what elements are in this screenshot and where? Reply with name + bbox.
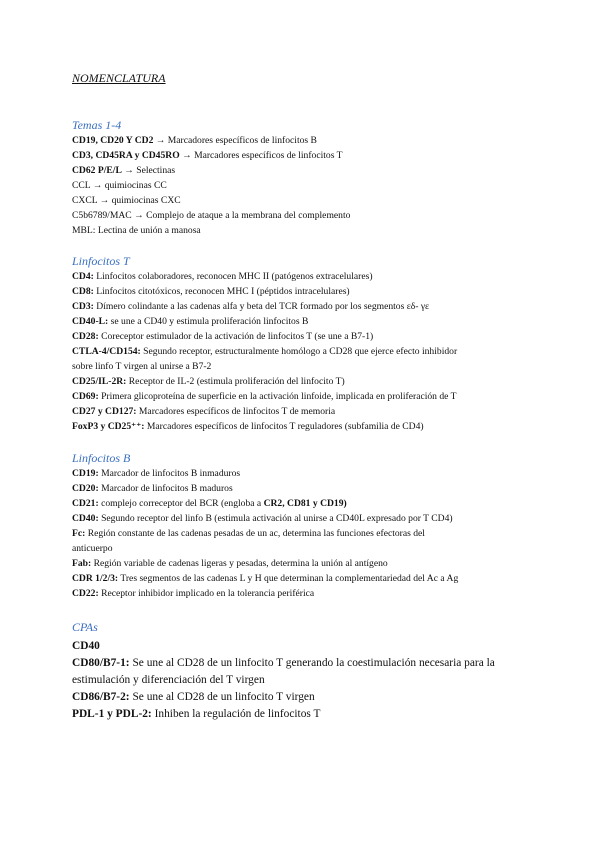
entry-description: Dímero colindante a las cadenas alfa y beta del TCR formado por los segmentos εδ- γε bbox=[96, 301, 429, 312]
entry-term: CDR 1/2/3: bbox=[72, 573, 119, 584]
entry-line bbox=[72, 638, 542, 655]
section-0 bbox=[72, 117, 542, 238]
entry-description: Segundo receptor, estructuralmente homólogo a CD28 que ejerce efecto inhibidor bbox=[143, 346, 458, 357]
document-content bbox=[72, 70, 542, 723]
entry-term: CD62 P/E/L bbox=[72, 165, 122, 176]
section-heading: CPAs bbox=[72, 620, 98, 634]
entry-description: CXCL → quimiocinas CXC bbox=[72, 195, 181, 206]
entry-term: CD19, CD20 Y CD2 bbox=[72, 135, 154, 146]
entry-description: Primera glicoproteína de superficie en la activación linfoide, implicada en proliferación de T bbox=[101, 391, 457, 402]
entry-term: CD3: bbox=[72, 301, 94, 312]
entry-description: Marcador de linfocitos B maduros bbox=[101, 483, 233, 494]
entry-line bbox=[72, 193, 542, 208]
entry-term: CTLA-4/CD154: bbox=[72, 346, 141, 357]
entry-description: estimulación y diferenciación del T virgen bbox=[72, 674, 265, 686]
entry-line bbox=[72, 526, 542, 541]
entry-line bbox=[72, 481, 542, 496]
entry-term: CD40: bbox=[72, 513, 99, 524]
entry-term: CD20: bbox=[72, 483, 99, 494]
entry-description: Marcadores específicos de linfocitos T bbox=[194, 150, 343, 161]
entry-line bbox=[72, 496, 542, 511]
entry-description: Coreceptor estimulador de la activación de linfocitos T (se une a B7-1) bbox=[101, 331, 374, 342]
entry-description: Se une al CD28 de un linfocito T virgen bbox=[132, 691, 315, 703]
entry-line bbox=[72, 586, 542, 601]
entry-term: CD3, CD45RA y CD45RO bbox=[72, 150, 180, 161]
entry-line bbox=[72, 223, 542, 238]
entry-term: CD21: bbox=[72, 498, 99, 509]
entry-description: Receptor inhibidor implicado en la tolerancia periférica bbox=[101, 588, 315, 599]
entry-description: Región variable de cadenas ligeras y pesadas, determina la unión al antígeno bbox=[93, 558, 388, 569]
entry-description: Marcadores específicos de linfocitos T de memoria bbox=[138, 406, 336, 417]
page-title: NOMENCLATURA bbox=[72, 71, 166, 85]
entry-description: Inhiben la regulación de linfocitos T bbox=[154, 708, 321, 720]
entry-term: CD25/IL-2R: bbox=[72, 376, 127, 387]
entry-separator: → bbox=[179, 150, 195, 161]
entry-separator: → bbox=[153, 135, 168, 146]
section-heading: Temas 1-4 bbox=[72, 118, 122, 132]
section-2 bbox=[72, 450, 542, 601]
entry-term: Fc: bbox=[72, 528, 86, 539]
entry-description: complejo correceptor del BCR (engloba a bbox=[101, 498, 264, 509]
entry-term: CD8: bbox=[72, 286, 94, 297]
entry-term: CD22: bbox=[72, 588, 99, 599]
sections-container bbox=[72, 117, 542, 723]
entry-description: Marcadores específicos de linfocitos B bbox=[167, 135, 317, 146]
entry-line bbox=[72, 466, 542, 481]
entry-description: Segundo receptor del linfo B (estimula activación al unirse a CD40L expresado por T CD4) bbox=[101, 513, 453, 524]
entry-line bbox=[72, 706, 542, 723]
entry-description: C5b6789/MAC → Complejo de ataque a la membrana del complemento bbox=[72, 210, 351, 221]
entry-line bbox=[72, 374, 542, 389]
entry-description: Receptor de IL-2 (estimula proliferación del linfocito T) bbox=[128, 376, 345, 387]
entry-line bbox=[72, 419, 542, 434]
entry-line bbox=[72, 329, 542, 344]
entry-line bbox=[72, 133, 542, 148]
entry-line bbox=[72, 163, 542, 178]
section-heading: Linfocitos B bbox=[72, 451, 131, 465]
entry-description: Tres segmentos de las cadenas L y H que determinan la complementariedad del Ac a Ag bbox=[120, 573, 459, 584]
entry-line bbox=[72, 689, 542, 706]
entry-line bbox=[72, 556, 542, 571]
entry-term: CD4: bbox=[72, 271, 94, 282]
entry-description: anticuerpo bbox=[72, 543, 113, 554]
entry-term: CD40 bbox=[72, 640, 100, 652]
entry-description: MBL: Lectina de unión a manosa bbox=[72, 225, 201, 236]
entry-line bbox=[72, 269, 542, 284]
entry-line bbox=[72, 672, 542, 689]
entry-description: Se une al CD28 de un linfocito T generando la coestimulación necesaria para la bbox=[132, 657, 495, 669]
entry-line bbox=[72, 541, 542, 556]
section-heading: Linfocitos T bbox=[72, 254, 130, 268]
entry-line bbox=[72, 208, 542, 223]
entry-term: CD27 y CD127: bbox=[72, 406, 137, 417]
entry-term: CD40-L: bbox=[72, 316, 109, 327]
entry-line bbox=[72, 404, 542, 419]
entry-term: CD28: bbox=[72, 331, 99, 342]
entry-description: Selectinas bbox=[136, 165, 176, 176]
entry-term: FoxP3 y CD25⁺⁺: bbox=[72, 421, 145, 432]
entry-line bbox=[72, 178, 542, 193]
entry-line bbox=[72, 299, 542, 314]
entry-description: Región constante de las cadenas pesadas de un ac, determina las funciones efectoras del bbox=[87, 528, 425, 539]
entry-term: PDL-1 y PDL-2: bbox=[72, 708, 152, 720]
entry-description: CCL → quimiocinas CC bbox=[72, 180, 167, 191]
entry-description: Marcador de linfocitos B inmaduros bbox=[101, 468, 241, 479]
entry-line bbox=[72, 511, 542, 526]
entry-description: Marcadores específicos de linfocitos T reguladores (subfamilia de CD4) bbox=[146, 421, 424, 432]
section-1 bbox=[72, 253, 542, 434]
entry-description: sobre linfo T virgen al unirse a B7-2 bbox=[72, 361, 212, 372]
entry-line bbox=[72, 344, 542, 359]
entry-description: Linfocitos citotóxicos, reconocen MHC I (péptidos intracelulares) bbox=[96, 286, 350, 297]
entry-line bbox=[72, 389, 542, 404]
entry-term: CD86/B7-2: bbox=[72, 691, 130, 703]
entry-line bbox=[72, 655, 542, 672]
entry-description: Linfocitos colaboradores, reconocen MHC II (patógenos extracelulares) bbox=[96, 271, 373, 282]
entry-line bbox=[72, 571, 542, 586]
entry-line bbox=[72, 359, 542, 374]
entry-term-secondary: CR2, CD81 y CD19) bbox=[263, 498, 347, 509]
entry-term: CD80/B7-1: bbox=[72, 657, 130, 669]
section-3 bbox=[72, 619, 542, 723]
entry-description: se une a CD40 y estimula proliferación linfocitos B bbox=[110, 316, 309, 327]
entry-term: CD69: bbox=[72, 391, 99, 402]
entry-line bbox=[72, 148, 542, 163]
entry-separator: → bbox=[121, 165, 137, 176]
entry-line bbox=[72, 314, 542, 329]
entry-line bbox=[72, 284, 542, 299]
entry-term: CD19: bbox=[72, 468, 99, 479]
entry-term: Fab: bbox=[72, 558, 92, 569]
